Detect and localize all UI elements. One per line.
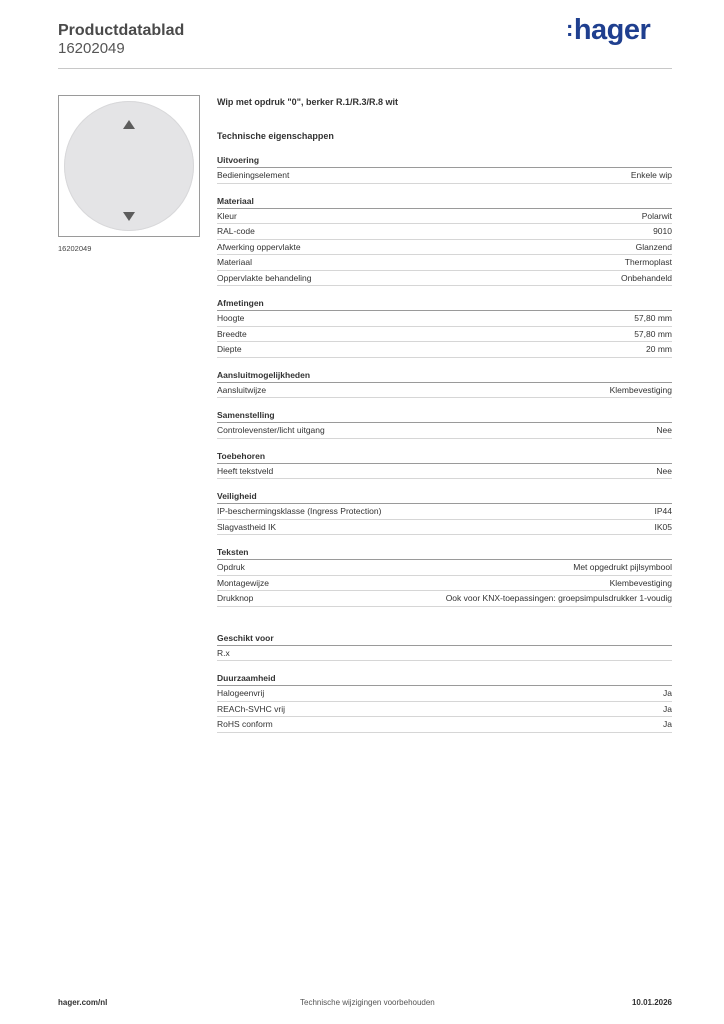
spec-row	[217, 504, 672, 520]
spec-label: Aansluitwijze	[217, 384, 267, 395]
page-title: Productdatablad	[58, 22, 185, 39]
spec-row	[217, 383, 672, 399]
spec-row	[217, 224, 672, 240]
spec-row	[217, 702, 672, 718]
spec-group	[217, 408, 672, 439]
spec-row	[217, 271, 672, 287]
spec-value: 20 mm	[646, 344, 672, 354]
spec-content	[217, 95, 672, 733]
spec-row	[217, 311, 672, 327]
spec-group-title: Afmetingen	[217, 296, 672, 311]
spec-label: Drukknop	[217, 593, 254, 603]
rocker-switch-image	[64, 101, 194, 231]
spec-group-title: Aansluitmogelijkheden	[217, 368, 672, 383]
header-divider	[58, 68, 672, 69]
spec-label: Opdruk	[217, 562, 245, 572]
spec-value: Nee	[656, 465, 672, 476]
spec-label: Diepte	[217, 344, 242, 354]
footer-date: 10.01.2026	[631, 998, 672, 1007]
spec-value: 9010	[653, 226, 672, 236]
spec-label: Breedte	[217, 328, 247, 339]
spec-group-title: Samenstelling	[217, 408, 672, 423]
spec-value: IK05	[654, 521, 672, 532]
spec-row	[217, 560, 672, 576]
spec-groups	[217, 153, 672, 733]
spec-group	[217, 296, 672, 358]
spec-label: Halogeenvrij	[217, 688, 265, 698]
spec-group	[217, 631, 672, 662]
spec-group	[217, 449, 672, 480]
spec-label: Montagewijze	[217, 577, 269, 588]
hager-logo	[566, 14, 650, 47]
spec-row	[217, 520, 672, 536]
spec-row	[217, 686, 672, 702]
spec-group	[217, 194, 672, 287]
footer-notice: Technische wijzigingen voorbehouden	[300, 998, 435, 1007]
logo-text: hager	[573, 14, 651, 46]
spec-value: Klembevestiging	[609, 577, 672, 588]
spec-value: 57,80 mm	[634, 313, 672, 323]
spec-value: Ja	[663, 703, 672, 714]
spec-group	[217, 153, 672, 184]
spec-label: Bedieningselement	[217, 170, 290, 180]
spec-group-title: Duurzaamheid	[217, 671, 672, 686]
spec-label: Kleur	[217, 210, 237, 221]
spec-value: Nee	[656, 425, 672, 435]
spec-row	[217, 591, 672, 607]
spec-group-title: Veiligheid	[217, 489, 672, 504]
logo-colon-mark: :	[566, 16, 573, 41]
spec-label: Heeft tekstveld	[217, 465, 274, 476]
spec-label: RoHS conform	[217, 719, 273, 729]
spec-value: Polarwit	[641, 210, 672, 221]
spec-row	[217, 240, 672, 256]
spec-value: 57,80 mm	[634, 328, 672, 339]
spec-value: Glanzend	[635, 241, 672, 252]
spec-row	[217, 327, 672, 343]
spec-value: IP44	[654, 506, 672, 516]
spec-group-title: Toebehoren	[217, 449, 672, 464]
spec-value: Ook voor KNX-toepassingen: groepsimpulsdrukker 1-voudig	[445, 593, 672, 603]
spec-value: Enkele wip	[630, 170, 672, 180]
spec-label: Afwerking oppervlakte	[217, 241, 301, 252]
spec-row	[217, 464, 672, 480]
spec-label: Oppervlakte behandeling	[217, 272, 312, 283]
spec-row	[217, 717, 672, 733]
spec-value: Ja	[663, 719, 672, 729]
spec-group	[217, 545, 672, 607]
spec-group-title: Geschikt voor	[217, 631, 672, 646]
arrow-down-icon	[123, 212, 135, 221]
spec-value: Thermoplast	[624, 257, 672, 267]
product-image	[58, 95, 200, 237]
spec-heading: Technische eigenschappen	[217, 131, 334, 141]
spec-group-title: Uitvoering	[217, 153, 672, 168]
spec-row	[217, 576, 672, 592]
spec-row	[217, 209, 672, 225]
spec-row	[217, 423, 672, 439]
spec-label: Materiaal	[217, 257, 252, 267]
spec-group-title: Materiaal	[217, 194, 672, 209]
spec-label: REACh-SVHC vrij	[217, 703, 286, 714]
spec-row	[217, 255, 672, 271]
image-caption: 16202049	[58, 244, 92, 253]
spec-label: Slagvastheid IK	[217, 521, 277, 532]
spec-group	[217, 489, 672, 535]
spec-row	[217, 168, 672, 184]
spec-label: Controlevenster/licht uitgang	[217, 425, 325, 435]
spec-value: Ja	[663, 688, 672, 698]
spec-label: IP-beschermingsklasse (Ingress Protection)	[217, 506, 382, 516]
product-number: 16202049	[58, 40, 125, 57]
spec-value: Klembevestiging	[609, 384, 672, 395]
spec-group	[217, 368, 672, 399]
arrow-up-icon	[123, 120, 135, 129]
spec-row	[217, 342, 672, 358]
spec-value: Onbehandeld	[620, 272, 672, 283]
spec-row	[217, 646, 672, 662]
spec-group-title: Teksten	[217, 545, 672, 560]
spec-group	[217, 671, 672, 733]
footer-website-link[interactable]: hager.com/nl	[58, 998, 108, 1007]
spec-label: R.x	[217, 647, 230, 658]
spec-label: Hoogte	[217, 313, 245, 323]
spec-label: RAL-code	[217, 226, 255, 236]
product-name: Wip met opdruk "0", berker R.1/R.3/R.8 wit	[217, 97, 398, 107]
spec-value: Met opgedrukt pijlsymbool	[573, 562, 672, 572]
